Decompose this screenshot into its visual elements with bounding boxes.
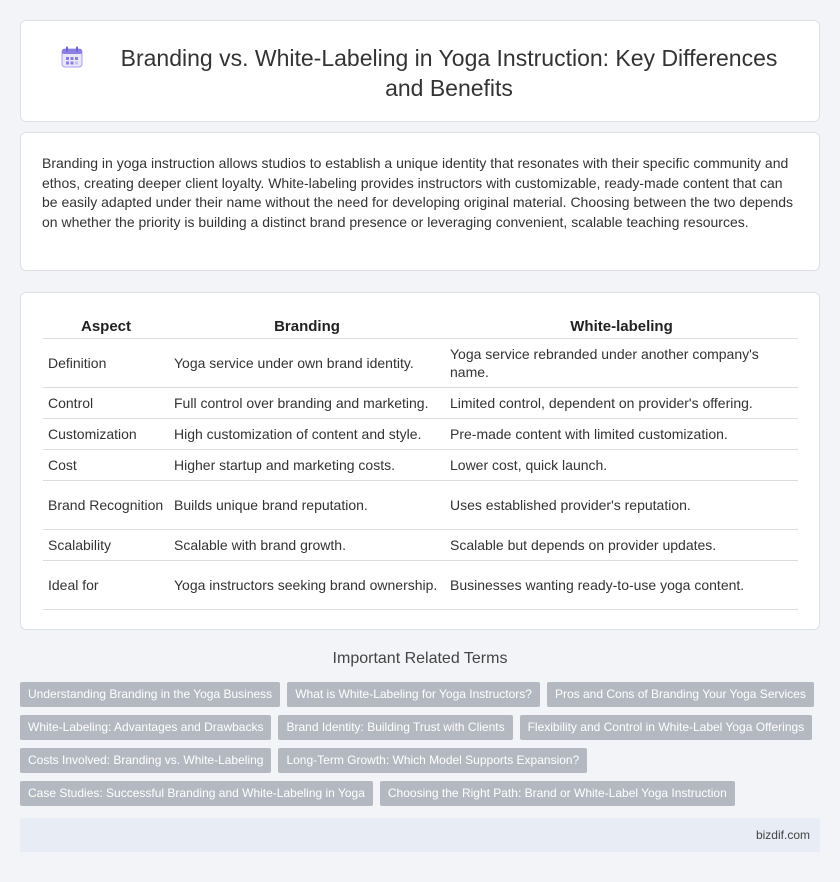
cell-white-labeling: Limited control, dependent on provider's offering.: [445, 388, 798, 419]
intro-paragraph: Branding in yoga instruction allows studios to establish a unique identity that resonates with their specific community and ethos, creating deeper client loyalty. White-labeling provides instructors with customizable, ready-made content that can be easily adapted under their name without the need for developing original material. Choosing between the two depends on whether the priority is building a distinct brand presence or leveraging convenient, scalable teaching resources.: [42, 155, 794, 231]
cell-white-labeling: Lower cost, quick launch.: [445, 450, 798, 481]
table-row: [43, 419, 798, 450]
table-row: [43, 481, 798, 530]
cell-branding: Yoga instructors seeking brand ownership.: [169, 561, 445, 610]
related-term-tag[interactable]: Flexibility and Control in White-Label Yoga Offerings: [520, 715, 813, 740]
related-term-tag[interactable]: Choosing the Right Path: Brand or White-Label Yoga Instruction: [380, 781, 735, 806]
cell-aspect: Ideal for: [43, 561, 169, 610]
related-term-tag[interactable]: What is White-Labeling for Yoga Instructors?: [287, 682, 540, 707]
cell-white-labeling: Scalable but depends on provider updates.: [445, 530, 798, 561]
cell-branding: Scalable with brand growth.: [169, 530, 445, 561]
table-row: [43, 339, 798, 388]
cell-aspect: Cost: [43, 450, 169, 481]
cell-white-labeling: Yoga service rebranded under another company's name.: [445, 339, 798, 388]
header-white-labeling: White-labeling: [445, 309, 798, 339]
cell-white-labeling: Businesses wanting ready-to-use yoga content.: [445, 561, 798, 610]
related-term-tag[interactable]: White-Labeling: Advantages and Drawbacks: [20, 715, 271, 740]
cell-branding: Full control over branding and marketing.: [169, 388, 445, 419]
related-term-tag[interactable]: Brand Identity: Building Trust with Clients: [278, 715, 512, 740]
cell-branding: Builds unique brand reputation.: [169, 481, 445, 530]
related-term-tag[interactable]: Case Studies: Successful Branding and White-Labeling in Yoga: [20, 781, 373, 806]
table-row: [43, 388, 798, 419]
header: [61, 43, 789, 103]
related-term-tag[interactable]: Long-Term Growth: Which Model Supports Expansion?: [278, 748, 587, 773]
comparison-card: [20, 292, 820, 630]
table-row: [43, 530, 798, 561]
footer-site-link[interactable]: bizdif.com: [755, 828, 810, 842]
table-row: [43, 450, 798, 481]
comparison-table: [43, 309, 798, 610]
calendar-icon: [61, 46, 83, 68]
header-branding: Branding: [169, 309, 445, 339]
cell-aspect: Scalability: [43, 530, 169, 561]
related-term-tag[interactable]: Costs Involved: Branding vs. White-Labeling: [20, 748, 271, 773]
related-terms-list: [20, 682, 820, 806]
cell-aspect: Brand Recognition: [43, 481, 169, 530]
footer: [20, 818, 820, 852]
cell-aspect: Definition: [43, 339, 169, 388]
cell-branding: Yoga service under own brand identity.: [169, 339, 445, 388]
cell-branding: High customization of content and style.: [169, 419, 445, 450]
cell-branding: Higher startup and marketing costs.: [169, 450, 445, 481]
page-title: Branding vs. White-Labeling in Yoga Instruction: Key Differences and Benefits: [120, 45, 778, 101]
table-header-row: [43, 309, 798, 339]
cell-aspect: Control: [43, 388, 169, 419]
related-term-tag[interactable]: Pros and Cons of Branding Your Yoga Services: [547, 682, 814, 707]
cell-white-labeling: Pre-made content with limited customization.: [445, 419, 798, 450]
related-terms-title: Important Related Terms: [332, 650, 508, 667]
header-aspect: Aspect: [43, 309, 169, 339]
cell-white-labeling: Uses established provider's reputation.: [445, 481, 798, 530]
table-row: [43, 561, 798, 610]
header-card: [20, 20, 820, 122]
related-term-tag[interactable]: Understanding Branding in the Yoga Business: [20, 682, 280, 707]
intro-card: [20, 132, 820, 271]
cell-aspect: Customization: [43, 419, 169, 450]
